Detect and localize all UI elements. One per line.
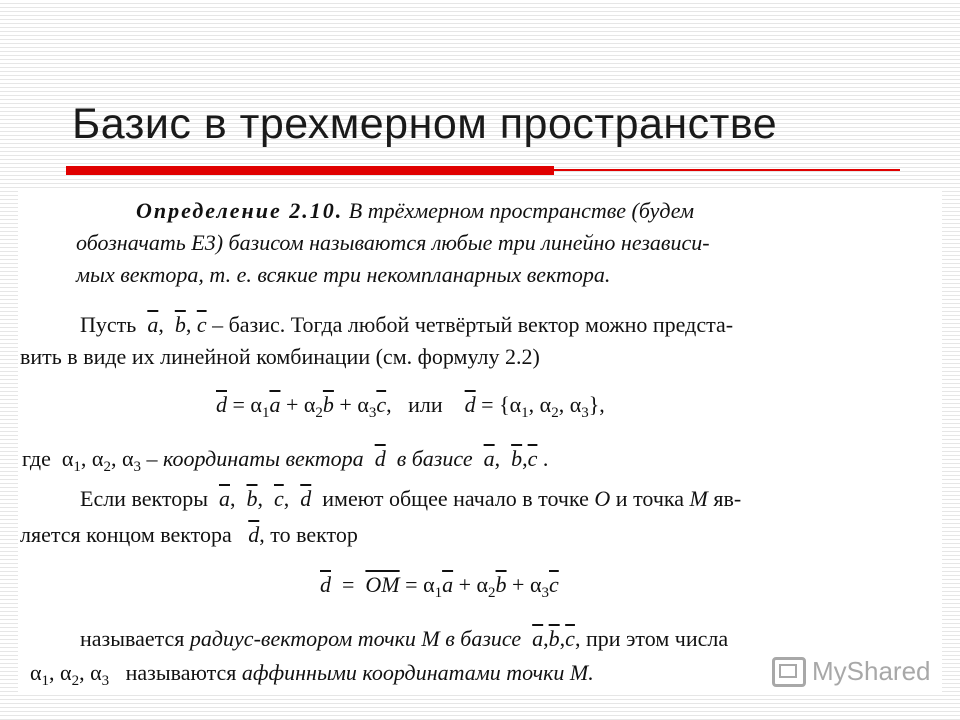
p2-comma-b: , <box>522 446 528 471</box>
definition-line-2: обозначать E3) базисом называются любые три линейно независи- <box>76 230 710 255</box>
f1-coord-sub2: 2 <box>551 405 559 421</box>
para4-line-2 <box>30 660 594 690</box>
para3-line-1: Если векторы $\overline{a}$, $\overline{b}$, $\overline{c}$, $\overline{d}$ имеют общее начало в точке O и точка M яв- <box>80 486 742 511</box>
f1-d: $\overline{d}$ <box>216 392 227 417</box>
p2-c: $\overline{c}$ <box>527 446 538 471</box>
p2-sub1: 1 <box>73 459 81 475</box>
title-underline-thin <box>554 169 900 171</box>
f2-d: $\overline{d}$ <box>320 572 331 597</box>
para1-line-2: вить в виде их линейной комбинации (см. формулу 2.2) <box>20 344 540 369</box>
p4-a: $\overline{a}$ <box>532 626 544 651</box>
p4-comma2: , <box>79 660 85 685</box>
f2-OM: $\overline{OM}$ <box>365 572 400 597</box>
f1-or: или <box>408 392 443 417</box>
watermark-text: MyShared <box>812 656 931 686</box>
formula-1 <box>216 392 605 422</box>
p3-d2: $\overline{d}$ <box>248 522 260 547</box>
para3-line-2 <box>20 522 358 548</box>
p2-dash: – <box>146 446 158 471</box>
f1-rbrace: } <box>588 392 600 417</box>
p2-sub3: 3 <box>133 459 141 475</box>
p4-comma-a: , <box>543 626 549 651</box>
f2-sub1: 1 <box>434 585 443 601</box>
p4-alpha3: α <box>90 660 102 685</box>
p4-sub1: 1 <box>41 673 50 689</box>
p4-comma-b: , <box>559 626 566 651</box>
f2-b: $\overline{b}$ <box>495 572 507 597</box>
f2-alpha2: α <box>476 572 489 597</box>
p2-a: $\overline{a}$ <box>483 446 495 471</box>
formula-2 <box>320 572 559 602</box>
p4-c: $\overline{c}$ <box>565 626 575 651</box>
f1-alpha3: α <box>357 392 369 417</box>
f2-sub3: 3 <box>541 585 549 601</box>
f1-coord-comma1: , <box>528 392 535 417</box>
p2-comma-a: , <box>494 446 501 471</box>
p2-comma1: , <box>80 446 87 471</box>
title-underline-thick <box>66 166 554 175</box>
p2-comma2: , <box>110 446 117 471</box>
p4-sub2: 2 <box>71 673 80 689</box>
f2-alpha3: α <box>529 572 542 597</box>
point-O: O <box>594 486 611 511</box>
f1-sub2: 2 <box>315 405 323 421</box>
f1-coord-comma2: , <box>558 392 565 417</box>
watermark <box>772 656 931 687</box>
f1-lbrace: { <box>499 392 510 417</box>
f2-c: $\overline{c}$ <box>549 572 559 597</box>
para3-start: Если векторы <box>80 486 208 511</box>
p4-alpha2: α <box>60 660 72 685</box>
p4-comma1: , <box>49 660 55 685</box>
definition-line-1 <box>136 198 694 224</box>
definition-line-3: мых вектора, т. е. всякие три некомпланарных вектора. <box>76 262 611 287</box>
f2-a: $\overline{a}$ <box>442 572 454 597</box>
point-M: M <box>689 486 708 511</box>
f1-eq2: = <box>481 392 494 417</box>
f1-sub1: 1 <box>261 405 270 421</box>
para3-line2a: ляется концом вектора <box>20 522 232 547</box>
p2-alpha2: α <box>91 446 104 471</box>
f1-coord-alpha1: α <box>509 392 522 417</box>
p4-sub3: 3 <box>101 673 110 689</box>
para1-start: Пусть <box>80 312 137 337</box>
para4-italic: радиус-вектором точки M в базисе <box>189 626 522 651</box>
para2-in-basis: в базисе <box>396 446 473 471</box>
f1-c: $\overline{c}$ <box>376 392 387 417</box>
f1-coord-sub1: 1 <box>521 405 529 421</box>
f2-sub2: 2 <box>488 585 496 601</box>
para3-and-point: и точка <box>615 486 685 511</box>
f1-eq: = <box>232 392 245 417</box>
page-title: Базис в трехмерном пространстве <box>72 100 778 148</box>
f2-eq2: = <box>405 572 418 597</box>
para4-end: , при этом числа <box>574 626 729 651</box>
para1-line-1: Пусть $\overline{a}$, $\overline{b}$, $\overline{c}$ – базис. Тогда любой четвёртый вектор можно предста- <box>80 312 734 337</box>
f1-plus1: + <box>285 392 299 417</box>
p2-b: $\overline{b}$ <box>511 446 523 471</box>
p3-c: $\overline{c}$ <box>273 486 284 511</box>
para4-line2b: аффинными координатами точки M. <box>241 660 594 685</box>
vector-b: $\overline{b}$ <box>174 312 186 337</box>
para3-line2b: , то вектор <box>259 522 358 547</box>
para4-start: называется <box>80 626 185 651</box>
f2-eq1: = <box>342 572 355 597</box>
para3-end: яв- <box>713 486 742 511</box>
p2-d: $\overline{d}$ <box>374 446 386 471</box>
p3-b: $\overline{b}$ <box>246 486 258 511</box>
f1-d2: $\overline{d}$ <box>464 392 476 417</box>
f1-plus2: + <box>339 392 352 417</box>
f1-alpha2: α <box>303 392 316 417</box>
f2-alpha1: α <box>423 572 435 597</box>
p4-alpha1: α <box>30 660 42 685</box>
definition-label: Определение 2.10. <box>136 198 344 223</box>
para4-line2a: называются <box>125 660 237 685</box>
f1-coord-alpha2: α <box>539 392 552 417</box>
f1-b: $\overline{b}$ <box>322 392 334 417</box>
f2-plus2: + <box>512 572 525 597</box>
p2-alpha3: α <box>121 446 134 471</box>
p4-b: $\overline{b}$ <box>548 626 560 651</box>
para2-rest: координаты вектора <box>162 446 364 471</box>
f1-alpha1: α <box>250 392 262 417</box>
para1-rest: – базис. Тогда любой четвёртый вектор можно предста- <box>212 312 734 337</box>
f1-sub3: 3 <box>368 405 377 421</box>
para4-line-1 <box>80 626 728 652</box>
f1-coord-sub3: 3 <box>581 405 589 421</box>
content-panel <box>18 190 942 694</box>
slideshow-icon <box>772 657 806 687</box>
p3-a: $\overline{a}$ <box>218 486 230 511</box>
f1-coord-alpha3: α <box>569 392 582 417</box>
f1-a: $\overline{a}$ <box>269 392 281 417</box>
f1-end-comma: , <box>599 392 605 417</box>
f1-comma: , <box>386 392 392 417</box>
definition-text-1: В трёхмерном пространстве (будем <box>348 198 695 223</box>
p3-d: $\overline{d}$ <box>300 486 312 511</box>
para2-where: где <box>22 446 51 471</box>
f2-plus1: + <box>458 572 472 597</box>
p2-alpha1: α <box>61 446 74 471</box>
para3-mid: имеют общее начало в точке <box>322 486 589 511</box>
p2-sub2: 2 <box>103 459 111 475</box>
para2-line <box>22 446 548 476</box>
vector-c: $\overline{c}$ <box>196 312 207 337</box>
vector-a: $\overline{a}$ <box>147 312 159 337</box>
p2-dot: . <box>542 446 549 471</box>
